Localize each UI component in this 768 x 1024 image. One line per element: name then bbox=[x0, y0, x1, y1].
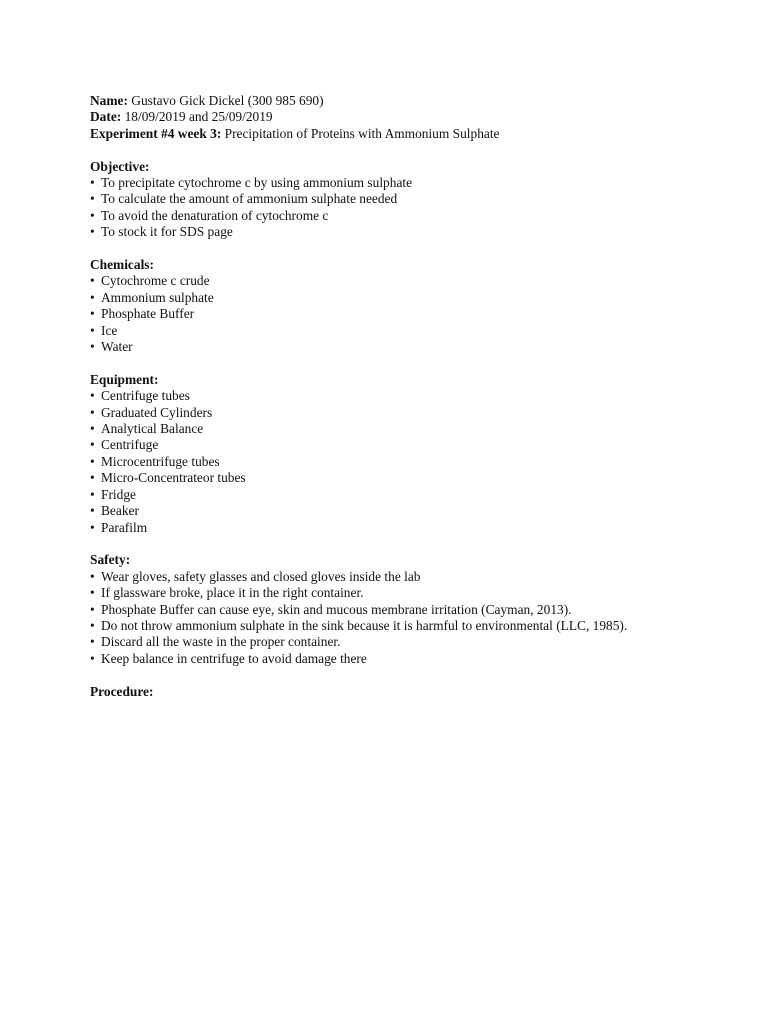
bullet-icon: • bbox=[90, 322, 95, 338]
list-item-text: Micro-Concentrateor tubes bbox=[101, 470, 246, 486]
list-item bbox=[90, 618, 730, 634]
list-item-text: If glassware broke, place it in the right container. bbox=[101, 585, 364, 601]
bullet-icon: • bbox=[90, 503, 95, 519]
bullet-icon: • bbox=[90, 306, 95, 322]
bullet-icon: • bbox=[90, 617, 95, 633]
list-item bbox=[90, 388, 730, 404]
list-item-text: To calculate the amount of ammonium sulphate needed bbox=[101, 191, 398, 207]
bullet-icon: • bbox=[90, 273, 95, 289]
date-value: 18/09/2019 and 25/09/2019 bbox=[124, 109, 273, 125]
bullet-icon: • bbox=[90, 224, 95, 240]
list-item-text: Ice bbox=[101, 322, 118, 338]
list-item bbox=[90, 191, 730, 207]
list-item bbox=[90, 421, 730, 437]
list-item-text: Keep balance in centrifuge to avoid damage there bbox=[101, 650, 367, 666]
list-item-text: Fridge bbox=[101, 486, 136, 502]
equipment-heading: Equipment: bbox=[90, 371, 159, 387]
bullet-icon: • bbox=[90, 568, 95, 584]
bullet-icon: • bbox=[90, 289, 95, 305]
bullet-icon: • bbox=[90, 207, 95, 223]
bullet-icon: • bbox=[90, 519, 95, 535]
list-item bbox=[90, 520, 730, 536]
list-item-text: Analytical Balance bbox=[101, 421, 204, 437]
list-item bbox=[90, 602, 730, 618]
bullet-icon: • bbox=[90, 601, 95, 617]
list-item bbox=[90, 208, 730, 224]
objective-list bbox=[90, 175, 730, 241]
list-item bbox=[90, 585, 730, 601]
list-item-text: Cytochrome c crude bbox=[101, 273, 210, 289]
procedure-heading: Procedure: bbox=[90, 683, 154, 699]
list-item bbox=[90, 306, 730, 322]
list-item bbox=[90, 487, 730, 503]
list-item bbox=[90, 323, 730, 339]
procedure-section bbox=[90, 684, 730, 700]
list-item bbox=[90, 651, 730, 667]
safety-section bbox=[90, 552, 730, 667]
list-item-text: Wear gloves, safety glasses and closed gloves inside the lab bbox=[101, 568, 421, 584]
bullet-icon: • bbox=[90, 585, 95, 601]
objective-section bbox=[90, 159, 730, 241]
list-item bbox=[90, 634, 730, 650]
safety-list bbox=[90, 569, 730, 667]
list-item bbox=[90, 290, 730, 306]
bullet-icon: • bbox=[90, 388, 95, 404]
list-item bbox=[90, 454, 730, 470]
list-item bbox=[90, 273, 730, 289]
list-item-text: Parafilm bbox=[101, 519, 148, 535]
experiment-label: Experiment #4 week 3: bbox=[90, 125, 222, 141]
bullet-icon: • bbox=[90, 339, 95, 355]
equipment-section bbox=[90, 372, 730, 536]
list-item-text: To precipitate cytochrome c by using ammonium sulphate bbox=[101, 175, 413, 191]
list-item-text: Centrifuge bbox=[101, 437, 159, 453]
list-item-text: Centrifuge tubes bbox=[101, 388, 190, 404]
bullet-icon: • bbox=[90, 453, 95, 469]
list-item-text: To stock it for SDS page bbox=[101, 224, 233, 240]
bullet-icon: • bbox=[90, 175, 95, 191]
list-item bbox=[90, 503, 730, 519]
chemicals-heading: Chemicals: bbox=[90, 257, 154, 273]
list-item-text: To avoid the denaturation of cytochrome c bbox=[101, 207, 329, 223]
list-item bbox=[90, 339, 730, 355]
name-value: Gustavo Gick Dickel (300 985 690) bbox=[131, 93, 324, 108]
list-item-text: Phosphate Buffer bbox=[101, 306, 195, 322]
date-label: Date: bbox=[90, 109, 122, 125]
list-item bbox=[90, 175, 730, 191]
bullet-icon: • bbox=[90, 421, 95, 437]
date-line bbox=[90, 109, 730, 125]
name-label: Name: bbox=[90, 93, 128, 108]
list-item-text: Microcentrifuge tubes bbox=[101, 453, 220, 469]
bullet-icon: • bbox=[90, 470, 95, 486]
list-item bbox=[90, 569, 730, 585]
experiment-line bbox=[90, 126, 730, 142]
list-item bbox=[90, 405, 730, 421]
list-item-text: Beaker bbox=[101, 503, 139, 519]
list-item-text: Ammonium sulphate bbox=[101, 289, 214, 305]
list-item bbox=[90, 224, 730, 240]
list-item-text: Discard all the waste in the proper container. bbox=[101, 634, 341, 650]
objective-heading: Objective: bbox=[90, 158, 150, 174]
equipment-list bbox=[90, 388, 730, 536]
bullet-icon: • bbox=[90, 650, 95, 666]
bullet-icon: • bbox=[90, 634, 95, 650]
list-item bbox=[90, 437, 730, 453]
bullet-icon: • bbox=[90, 404, 95, 420]
list-item-text: Water bbox=[101, 339, 133, 355]
chemicals-section bbox=[90, 257, 730, 355]
bullet-icon: • bbox=[90, 486, 95, 502]
experiment-value: Precipitation of Proteins with Ammonium Sulphate bbox=[224, 125, 500, 141]
list-item-text: Graduated Cylinders bbox=[101, 404, 213, 420]
chemicals-list bbox=[90, 273, 730, 355]
document-content bbox=[90, 93, 730, 700]
safety-heading: Safety: bbox=[90, 552, 131, 568]
list-item-text: Do not throw ammonium sulphate in the sink because it is harmful to environmental (LLC, 1985). bbox=[101, 617, 628, 633]
bullet-icon: • bbox=[90, 437, 95, 453]
bullet-icon: • bbox=[90, 191, 95, 207]
name-line bbox=[90, 93, 730, 109]
list-item bbox=[90, 470, 730, 486]
list-item-text: Phosphate Buffer can cause eye, skin and mucous membrane irritation (Cayman, 2013). bbox=[101, 601, 572, 617]
